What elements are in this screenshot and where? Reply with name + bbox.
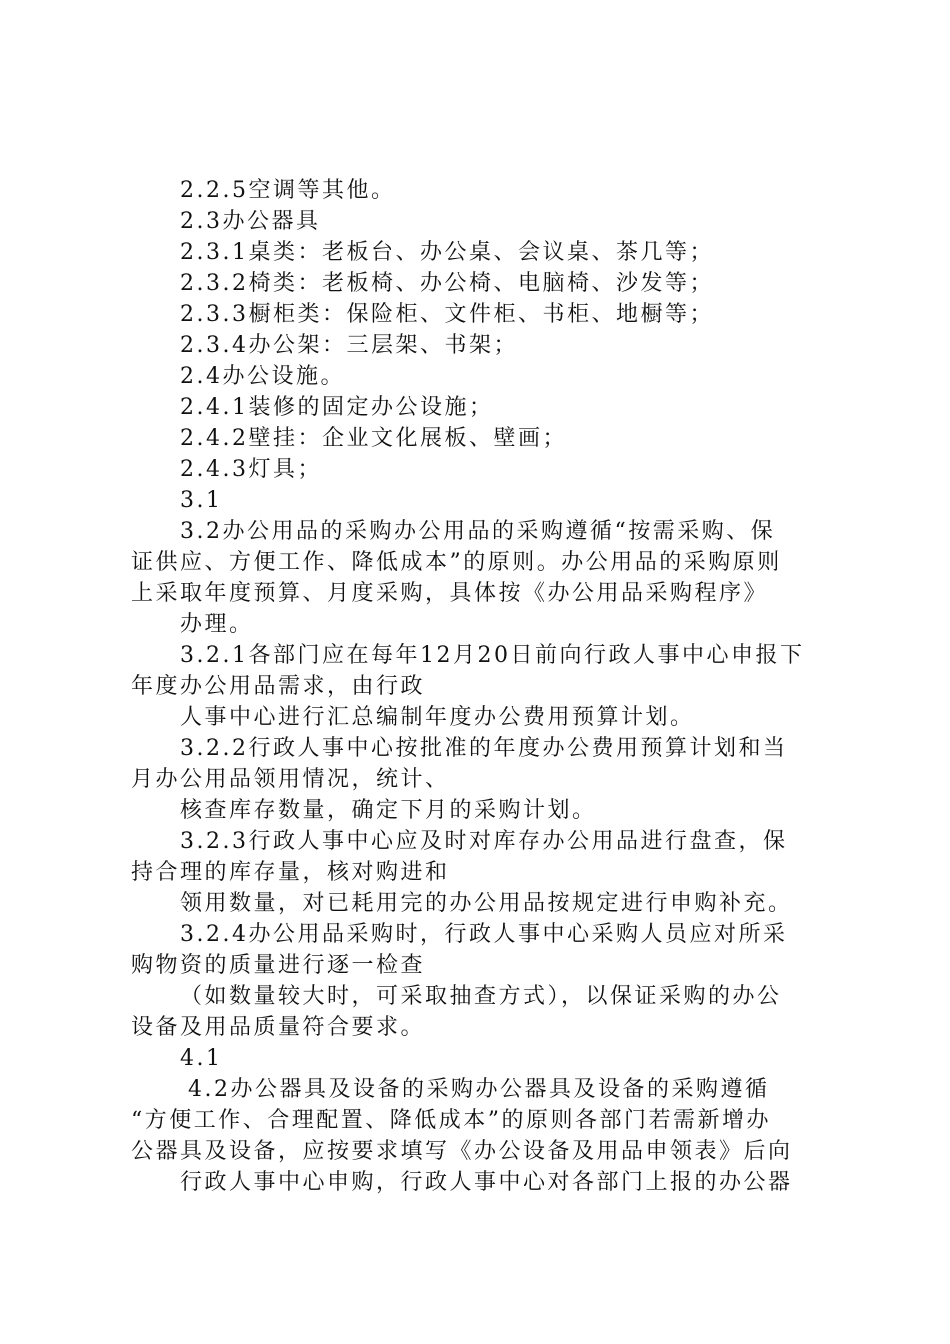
text-line: 2.3.1桌类：老板台、办公桌、会议桌、茶几等； (180, 240, 714, 265)
paragraph-line: 人事中心进行汇总编制年度办公费用预算计划。 (180, 705, 695, 730)
paragraph-line: 上采取年度预算、月度采购，具体按《办公用品采购程序》 (131, 581, 769, 606)
paragraph-line: 3.2.2行政人事中心按批准的年度办公费用预算计划和当 (180, 736, 788, 761)
paragraph-line: 证供应、方便工作、降低成本”的原则。办公用品的采购原则 (131, 550, 782, 575)
paragraph-line: 3.2.3行政人事中心应及时对库存办公用品进行盘查，保 (180, 829, 788, 854)
text-line: 2.4.2壁挂：企业文化展板、壁画； (180, 426, 567, 451)
text-line: 2.3.3橱柜类：保险柜、文件柜、书柜、地橱等； (180, 302, 714, 327)
paragraph-line: 设备及用品质量符合要求。 (131, 1015, 426, 1040)
paragraph-line: 持合理的库存量，核对购进和 (131, 860, 450, 885)
paragraph-line: （如数量较大时，可采取抽查方式），以保证采购的办公 (180, 984, 782, 1009)
paragraph-line: 办理。 (180, 612, 254, 637)
section-number: 3.1 (180, 488, 223, 513)
text-line: 2.2.5空调等其他。 (180, 178, 396, 203)
paragraph-line: 公器具及设备，应按要求填写《办公设备及用品申领表》后向 (131, 1139, 793, 1164)
paragraph-line: 核查库存数量，确定下月的采购计划。 (180, 798, 597, 823)
paragraph-line: 4.2办公器具及设备的采购办公器具及设备的采购遵循 (188, 1077, 770, 1102)
section-number: 4.1 (180, 1046, 223, 1071)
document-body (131, 175, 831, 1198)
text-line: 2.3.4办公架：三层架、书架； (180, 333, 518, 358)
text-line: 2.4.1装修的固定办公设施； (180, 395, 494, 420)
paragraph-line: 行政人事中心申购，行政人事中心对各部门上报的办公器 (180, 1170, 793, 1195)
paragraph-line: 月办公用品领用情况，统计、 (131, 767, 450, 792)
paragraph-line: 3.2.4办公用品采购时，行政人事中心采购人员应对所采 (180, 922, 788, 947)
text-line: 2.4.3灯具； (180, 457, 322, 482)
paragraph-line: 3.2办公用品的采购办公用品的采购遵循“按需采购、保 (180, 519, 776, 544)
paragraph-line: 年度办公用品需求，由行政 (131, 674, 426, 699)
section-heading: 2.4办公设施。 (180, 364, 345, 389)
paragraph-line: “方便工作、合理配置、降低成本”的原则各部门若需新增办 (131, 1108, 771, 1133)
paragraph-line: 购物资的质量进行逐一检查 (131, 953, 426, 978)
paragraph-line: 3.2.1各部门应在每年12月20日前向行政人事中心申报下 (180, 643, 805, 668)
text-line: 2.3.2椅类：老板椅、办公椅、电脑椅、沙发等； (180, 271, 714, 296)
paragraph-line: 领用数量，对已耗用完的办公用品按规定进行申购补充。 (180, 891, 793, 916)
section-heading: 2.3办公器具 (180, 209, 321, 234)
